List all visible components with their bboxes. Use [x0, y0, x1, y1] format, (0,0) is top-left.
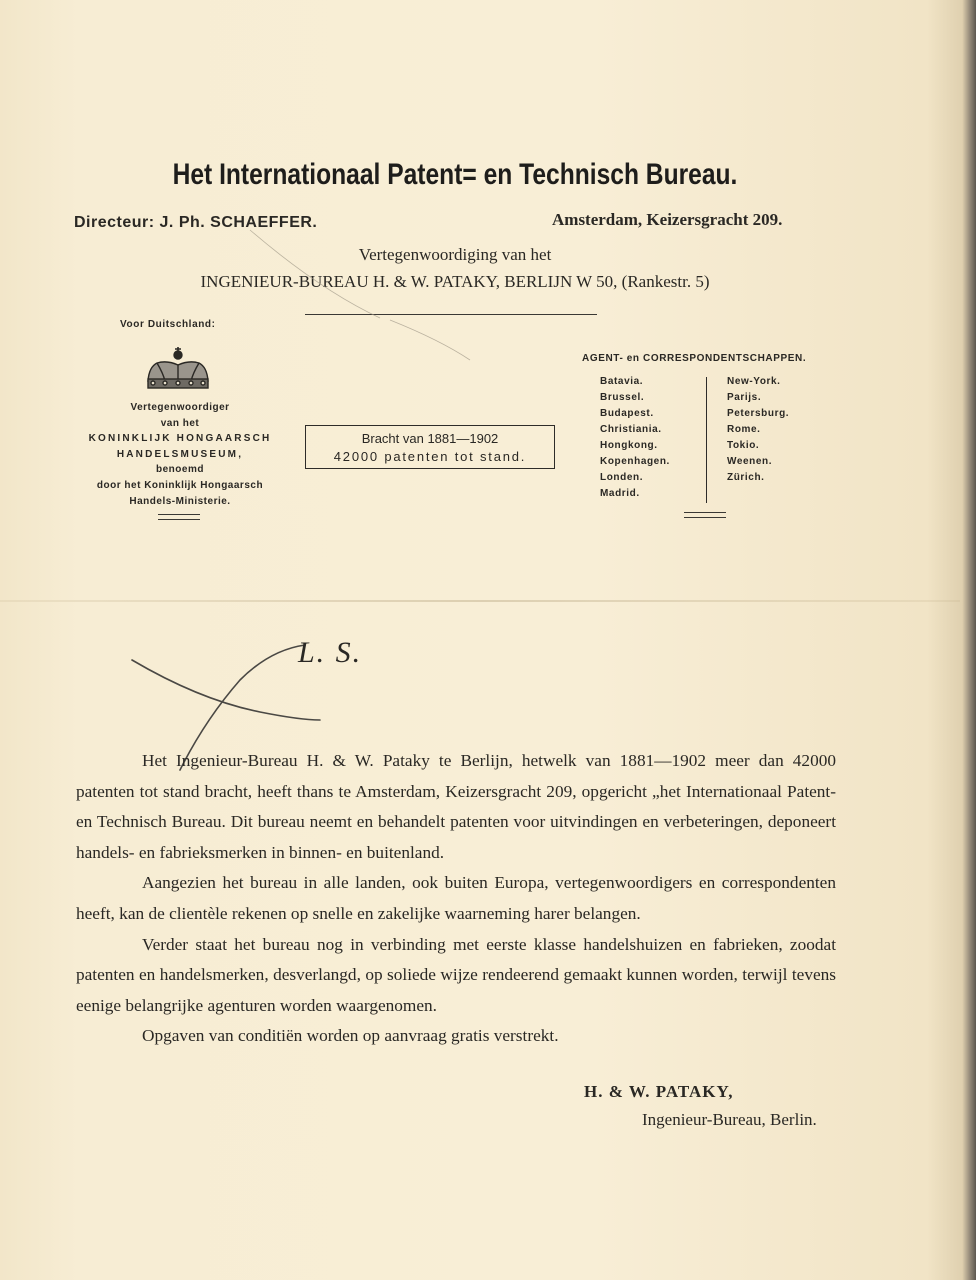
- body-paragraph: Het Ingenieur-Bureau H. & W. Pataky te Berlijn, hetwelk van 1881—1902 meer dan 42000 patenten tot stand bracht, heeft thans te Amsterdam, Keizersgracht 209, opgericht „het Internationaal Patent- en Technisch Bureau. Dit bureau neemt en behandelt patenten voor uitvindingen en verbeteringen, deponeert handels- en fabrieksmerken in binnen- en buitenland.: [76, 751, 836, 862]
- letter-body: [76, 746, 836, 1052]
- body-paragraph: Verder staat het bureau nog in verbinding met eerste klasse handelshuizen en fabrieken, zoodat patenten en handelsmerken, desverlangd, op soliede wijze rendeerend gemaakt kunnen worden, terwijl tevens eenige belangrijke agenturen worden waargenomen.: [76, 934, 836, 1015]
- agent-city: Zürich.: [727, 472, 765, 483]
- page-edge-shadow: [962, 0, 976, 1280]
- rep-line-6: door het Koninklijk Hongaarsch: [96, 479, 264, 491]
- agents-right-list: [727, 374, 789, 486]
- body-paragraph: Aangezien het bureau in alle landen, ook buiten Europa, vertegenwoordigers en correspondenten heeft, kan de clientèle rekenen op snelle en zakelijke waarneming harer belangen.: [76, 873, 836, 923]
- patents-box-line-1: Bracht van 1881—1902: [361, 431, 499, 446]
- agent-city: Christiania.: [600, 424, 662, 435]
- rep-line-2: van het: [160, 417, 200, 429]
- rep-line-4: HANDELSMUSEUM,: [116, 448, 244, 460]
- rep-line-1: Vertegenwoordiger: [130, 402, 230, 413]
- signature-name: H. & W. PATAKY,: [584, 1082, 734, 1101]
- salutation: L. S.: [298, 636, 363, 669]
- agents-column-divider: [706, 377, 707, 503]
- agent-city: New-York.: [727, 376, 781, 387]
- agent-city: Kopenhagen.: [600, 456, 670, 467]
- right-double-rule: [684, 512, 726, 518]
- agent-city: Budapest.: [600, 408, 654, 419]
- rep-line-3: KONINKLIJK HONGAARSCH: [88, 433, 272, 445]
- ingenieur-bureau-line: INGENIEUR-BUREAU H. & W. PATAKY, BERLIJN W 50, (Rankestr. 5): [200, 272, 710, 291]
- agent-city: Brussel.: [600, 392, 645, 403]
- agent-city: Madrid.: [600, 488, 640, 499]
- agent-city: Tokio.: [727, 440, 760, 451]
- agents-heading: AGENT- en CORRESPONDENTSCHAPPEN.: [582, 353, 807, 364]
- agent-city: Londen.: [600, 472, 644, 483]
- crown-icon: [143, 343, 213, 395]
- agent-city: Weenen.: [727, 456, 773, 467]
- address-line: Amsterdam, Keizersgracht 209.: [552, 210, 783, 229]
- director-line: Directeur: J. Ph. SCHAEFFER.: [74, 214, 318, 231]
- body-paragraph: Opgaven van conditiën worden op aanvraag gratis verstrekt.: [142, 1026, 559, 1046]
- left-double-rule: [158, 514, 200, 520]
- header-divider: [305, 314, 597, 315]
- paper-fold-line: [0, 600, 960, 602]
- agent-city: Rome.: [727, 424, 761, 435]
- agents-left-list: [600, 374, 670, 502]
- agent-city: Petersburg.: [727, 408, 790, 419]
- agent-city: Parijs.: [727, 392, 762, 403]
- representation-line: Vertegenwoordiging van het: [358, 245, 552, 264]
- rep-line-7: Handels-Ministerie.: [129, 495, 231, 507]
- agent-city: Batavia.: [600, 376, 644, 387]
- germany-label: Voor Duitschland:: [120, 319, 216, 330]
- signature-subtitle: Ingenieur-Bureau, Berlin.: [642, 1110, 817, 1129]
- germany-representation-block: [70, 400, 290, 509]
- letterhead-title: Het Internationaal Patent= en Technisch Bureau.: [172, 158, 738, 191]
- rep-line-5: benoemd: [156, 464, 204, 476]
- patents-box: [305, 425, 555, 469]
- agent-city: Hongkong.: [600, 440, 658, 451]
- patents-box-line-2: 42000 patenten tot stand.: [333, 449, 527, 464]
